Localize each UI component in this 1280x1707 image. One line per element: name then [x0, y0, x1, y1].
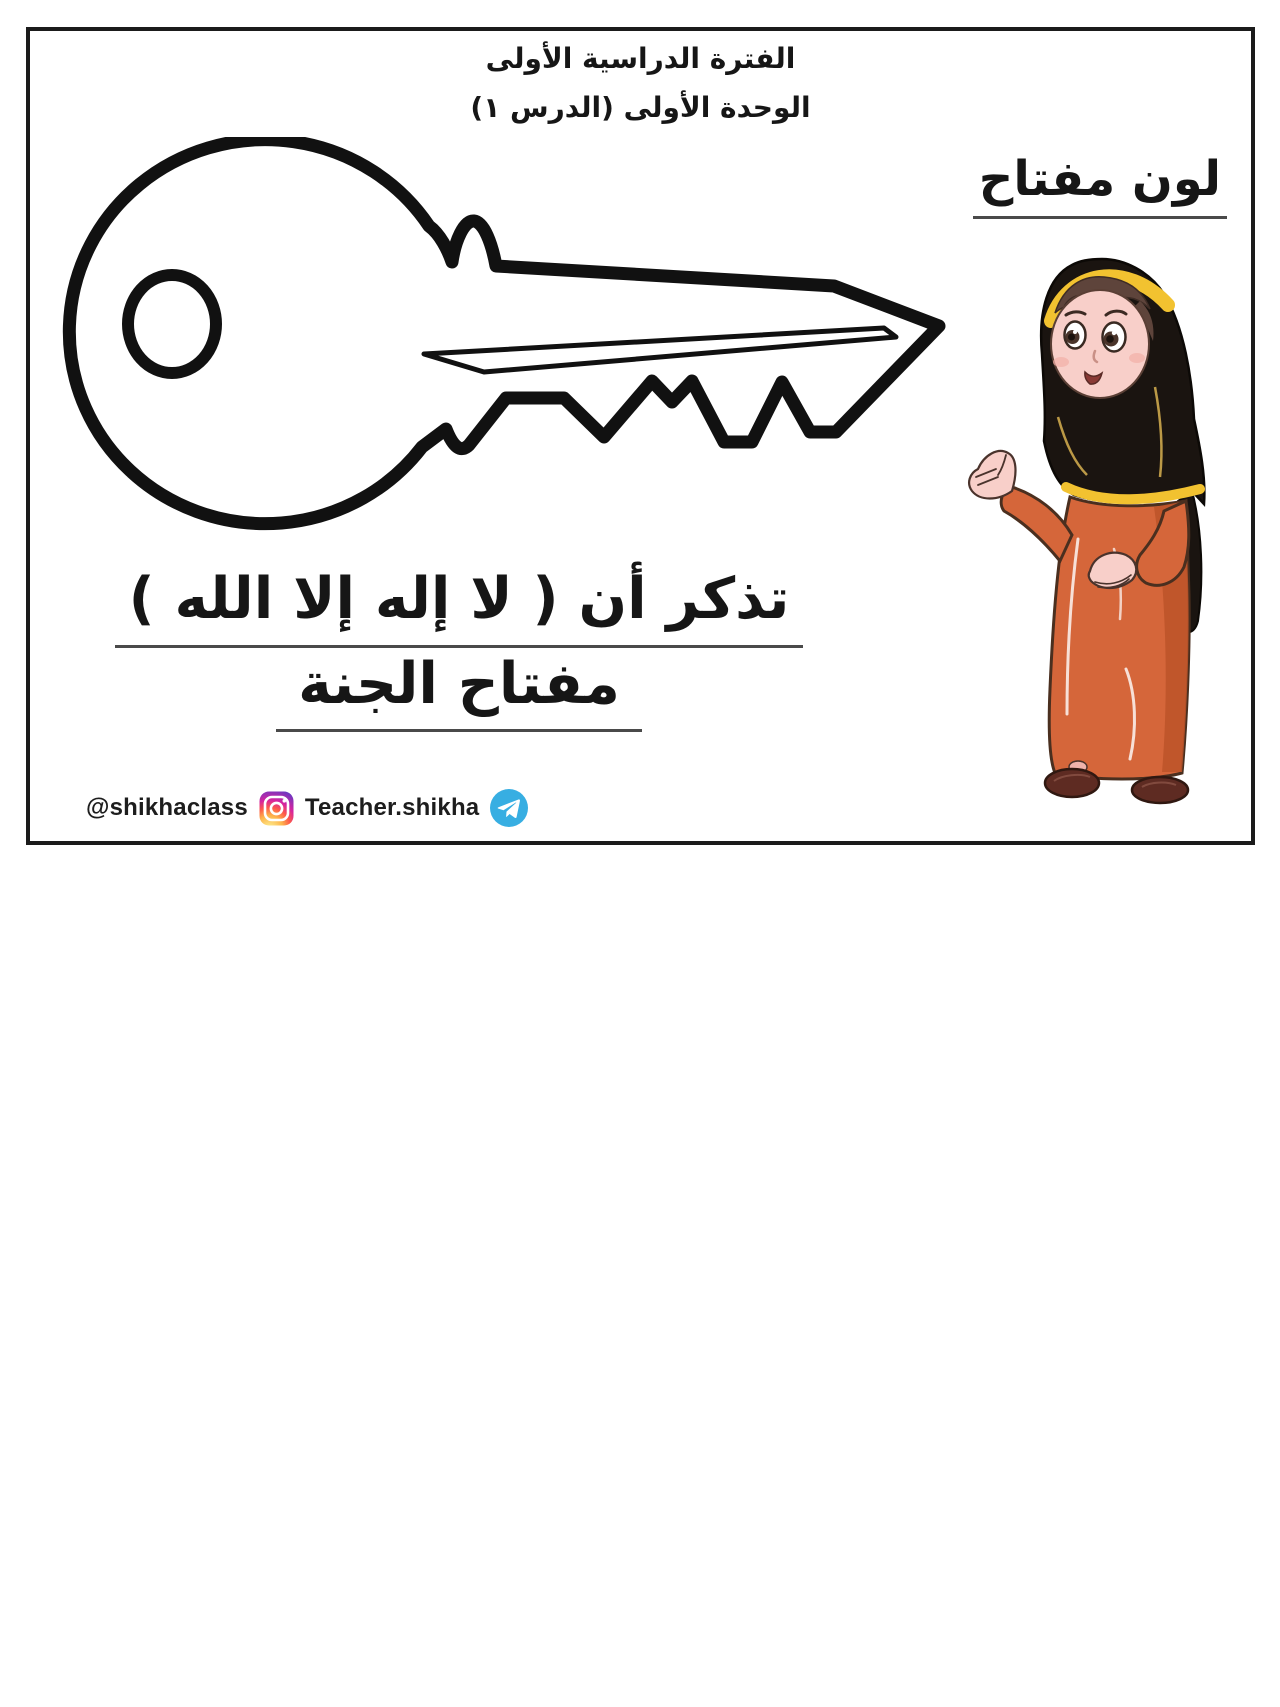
reminder-text-block: [84, 567, 834, 732]
worksheet-border-box: [26, 27, 1255, 845]
reminder-line-1: [84, 567, 834, 648]
shoe-left: [1045, 769, 1099, 797]
reminder-line-2-text: مفتاح الجنة: [276, 652, 642, 733]
activity-instruction-title: لون مفتاح: [973, 153, 1227, 219]
social-footer: [86, 786, 529, 830]
raised-hand: [969, 451, 1015, 499]
shoe-right: [1132, 777, 1188, 803]
girl-illustration: [954, 249, 1209, 809]
telegram-icon: [489, 788, 529, 828]
key-outline-illustration: [59, 137, 949, 562]
term-title: الفترة الدراسية الأولى: [485, 42, 796, 75]
reminder-line-2: [84, 652, 834, 733]
instagram-handle: @shikhaclass: [86, 794, 248, 821]
instagram-icon: [258, 790, 295, 827]
worksheet-header: [30, 41, 1251, 127]
reminder-line-1-text: تذكر أن ( لا إله إلا الله ): [115, 567, 804, 648]
unit-lesson-title: الوحدة الأولى (الدرس ١): [470, 91, 811, 125]
teacher-handle: Teacher.shikha: [304, 794, 480, 821]
sleeve-left: [1001, 487, 1072, 561]
